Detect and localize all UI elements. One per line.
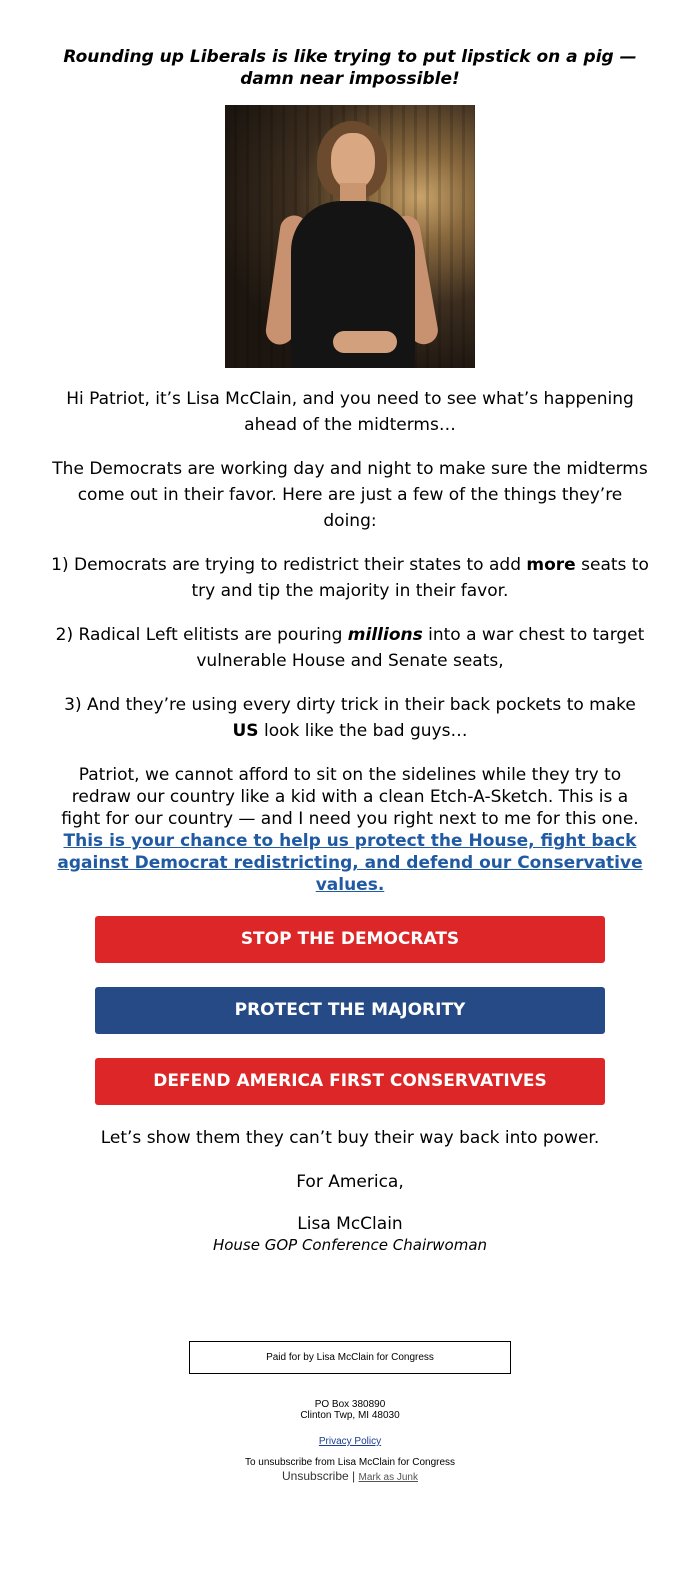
appeal-text: Patriot, we cannot afford to sit on the sidelines while they try to redraw our country like a kid with a clean Etch-A-Sketch. This is a fight for our country — and I need you right next to me for this one. — [61, 765, 639, 829]
privacy-policy-link[interactable]: Privacy Policy — [318, 1436, 382, 1447]
candidate-photo — [225, 105, 475, 368]
point-2-end: into a war chest to target vulnerable House and Senate seats, — [196, 625, 645, 671]
closing-line: Let’s show them they can’t buy their way back into power. — [100, 1128, 600, 1148]
unsubscribe-note: To unsubscribe from Lisa McClain for Congress — [244, 1457, 456, 1468]
address-line-2: Clinton Twp, MI 48030 — [300, 1410, 400, 1421]
signer-name: Lisa McClain — [297, 1214, 403, 1234]
point-1-start: 1) Democrats are trying to redistrict their states to add — [51, 555, 527, 575]
point-3 — [50, 692, 650, 744]
unsubscribe-row — [0, 1469, 700, 1485]
point-1 — [50, 552, 650, 604]
mailing-address — [0, 1399, 700, 1421]
footer-separator: | — [352, 1469, 356, 1483]
point-1-end: seats to try and tip the majority in their favor. — [191, 555, 649, 601]
point-3-start: 3) And they’re using every dirty trick in their back pockets to make — [64, 695, 636, 715]
paid-for-disclaimer: Paid for by Lisa McClain for Congress — [189, 1341, 511, 1374]
unsubscribe-link[interactable]: Unsubscribe — [282, 1469, 349, 1483]
mark-as-junk-link[interactable]: Mark as Junk — [358, 1472, 418, 1483]
appeal-paragraph — [50, 764, 650, 896]
intro-paragraph: Hi Patriot, it’s Lisa McClain, and you need to see what’s happening ahead of the midterms… — [66, 389, 634, 435]
defend-conservatives-button[interactable]: DEFEND AMERICA FIRST CONSERVATIVES — [95, 1058, 605, 1105]
point-3-emphasis: US — [232, 721, 259, 741]
point-1-emphasis: more — [526, 555, 576, 575]
privacy-row — [0, 1436, 700, 1447]
signoff: For America, — [296, 1172, 404, 1192]
point-2-emphasis: millions — [347, 625, 423, 645]
stop-the-democrats-button[interactable]: STOP THE DEMOCRATS — [95, 916, 605, 963]
point-3-end: look like the bad guys… — [258, 721, 468, 741]
signer-title: House GOP Conference Chairwoman — [212, 1236, 488, 1254]
point-2-start: 2) Radical Left elitists are pouring — [55, 625, 348, 645]
protect-the-majority-button[interactable]: PROTECT THE MAJORITY — [95, 987, 605, 1034]
photo-hands — [333, 331, 397, 353]
headline: Rounding up Liberals is like trying to put lipstick on a pig — damn near impossible! — [63, 47, 637, 89]
donate-link[interactable]: This is your chance to help us protect the House, fight back against Democrat redistricting, and defend our Conservative values. — [57, 831, 643, 895]
photo-face — [331, 133, 375, 189]
address-line-1: PO Box 380890 — [314, 1399, 386, 1410]
email-body — [0, 46, 700, 1485]
democrats-paragraph: The Democrats are working day and night to make sure the midterms come out in their favor. Here are just a few of the things they’re doing: — [52, 459, 648, 531]
point-2 — [50, 622, 650, 674]
